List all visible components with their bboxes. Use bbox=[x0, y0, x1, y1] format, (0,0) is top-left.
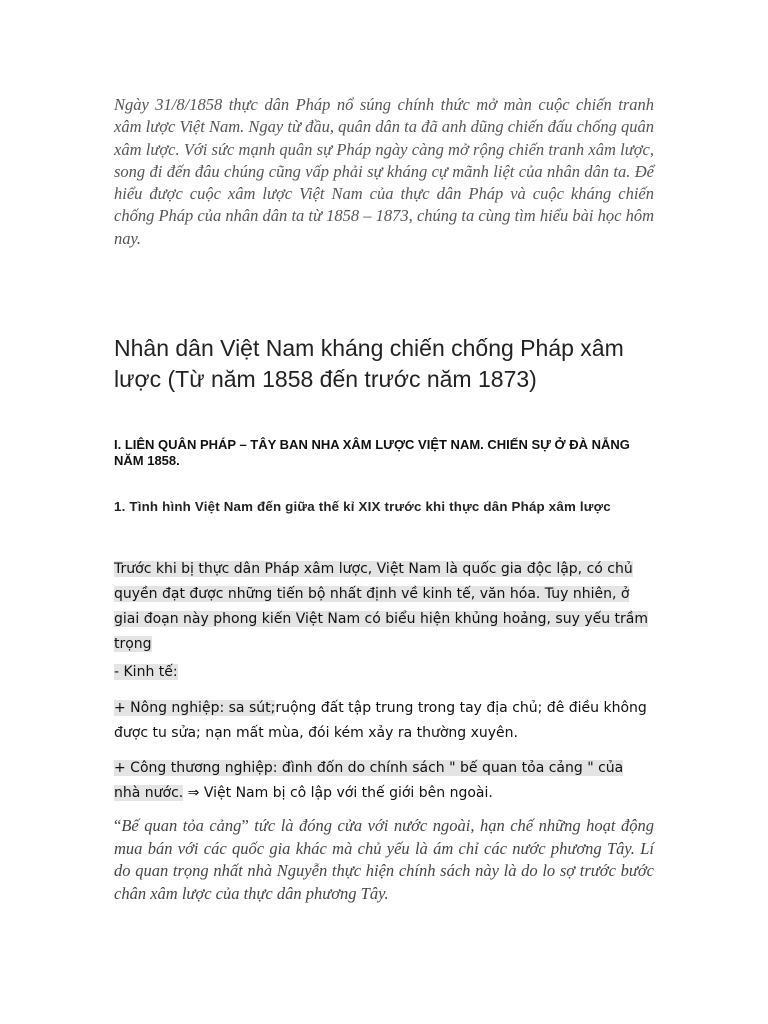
quote-body: tức là đóng cửa với nước ngoài, hạn chế những hoạt động mua bán với các quốc gia khác mà chủ yếu là ám chỉ các nước phương Tây. Lí do quan trọng nhất nhà Nguyễn thực hiện chính sách này là do lo sợ trước bước chân xâm lược của thực dân phương Tây. bbox=[114, 816, 655, 903]
agriculture-text: ruộng đất tập trung trong tay địa chủ; đê điều không được tu sửa; nạn mất mùa, đói kém xảy ra thường xuyên. bbox=[114, 700, 647, 741]
commerce-paragraph bbox=[114, 756, 654, 806]
commerce-highlight: + Công thương nghiệp: đình đốn do chính sách " bế quan tỏa cảng " của nhà nước. bbox=[114, 760, 624, 801]
overview-paragraph-text: Trước khi bị thực dân Pháp xâm lược, Việt Nam là quốc gia độc lập, có chủ quyền đạt được những tiến bộ nhất định về kinh tế, văn hóa. Tuy nhiên, ở giai đoạn này phong kiến Việt Nam có biểu hiện khủng hoảng, suy yếu trầm trọng bbox=[114, 561, 649, 652]
subheading: 1. Tình hình Việt Nam đến giữa thế kỉ XIX trước khi thực dân Pháp xâm lược bbox=[114, 499, 611, 514]
commerce-rest: ⇒ Việt Nam bị cô lập với thế giới bên ngoài. bbox=[183, 785, 493, 801]
economy-label-text: - Kinh tế: bbox=[114, 664, 178, 680]
overview-paragraph bbox=[114, 557, 654, 657]
quote-open-mark: “ bbox=[114, 816, 122, 835]
section-heading: I. LIÊN QUÂN PHÁP – TÂY BAN NHA XÂM LƯỢC VIỆT NAM. CHIẾN SỰ Ở ĐÀ NẴNG NĂM 1858. bbox=[114, 437, 630, 468]
quote-term: Bế quan tỏa cảng bbox=[121, 816, 242, 835]
agriculture-paragraph bbox=[114, 696, 654, 746]
economy-label bbox=[114, 660, 654, 685]
agriculture-label: + Nông nghiệp: sa sút; bbox=[114, 700, 276, 716]
page-title: Nhân dân Việt Nam kháng chiến chống Pháp xâm lược (Từ năm 1858 đến trước năm 1873) bbox=[114, 335, 624, 392]
intro-paragraph: Ngày 31/8/1858 thực dân Pháp nổ súng chính thức mở màn cuộc chiến tranh xâm lược Việt Nam. Ngay từ đầu, quân dân ta đã anh dũng chiến đấu chống quân xâm lược. Với sức mạnh quân sự Pháp ngày càng mở rộng chiến tranh xâm lược, song đi đến đâu chúng cũng vấp phải sự kháng cự mãnh liệt của nhân dân ta. Để hiểu được cuộc xâm lược Việt Nam của thực dân Pháp và cuộc kháng chiến chống Pháp của nhân dân ta từ 1858 – 1873, chúng ta cùng tìm hiểu bài học hôm nay. bbox=[114, 95, 654, 248]
quote-paragraph bbox=[114, 815, 654, 905]
quote-close-mark: ” bbox=[241, 816, 255, 835]
